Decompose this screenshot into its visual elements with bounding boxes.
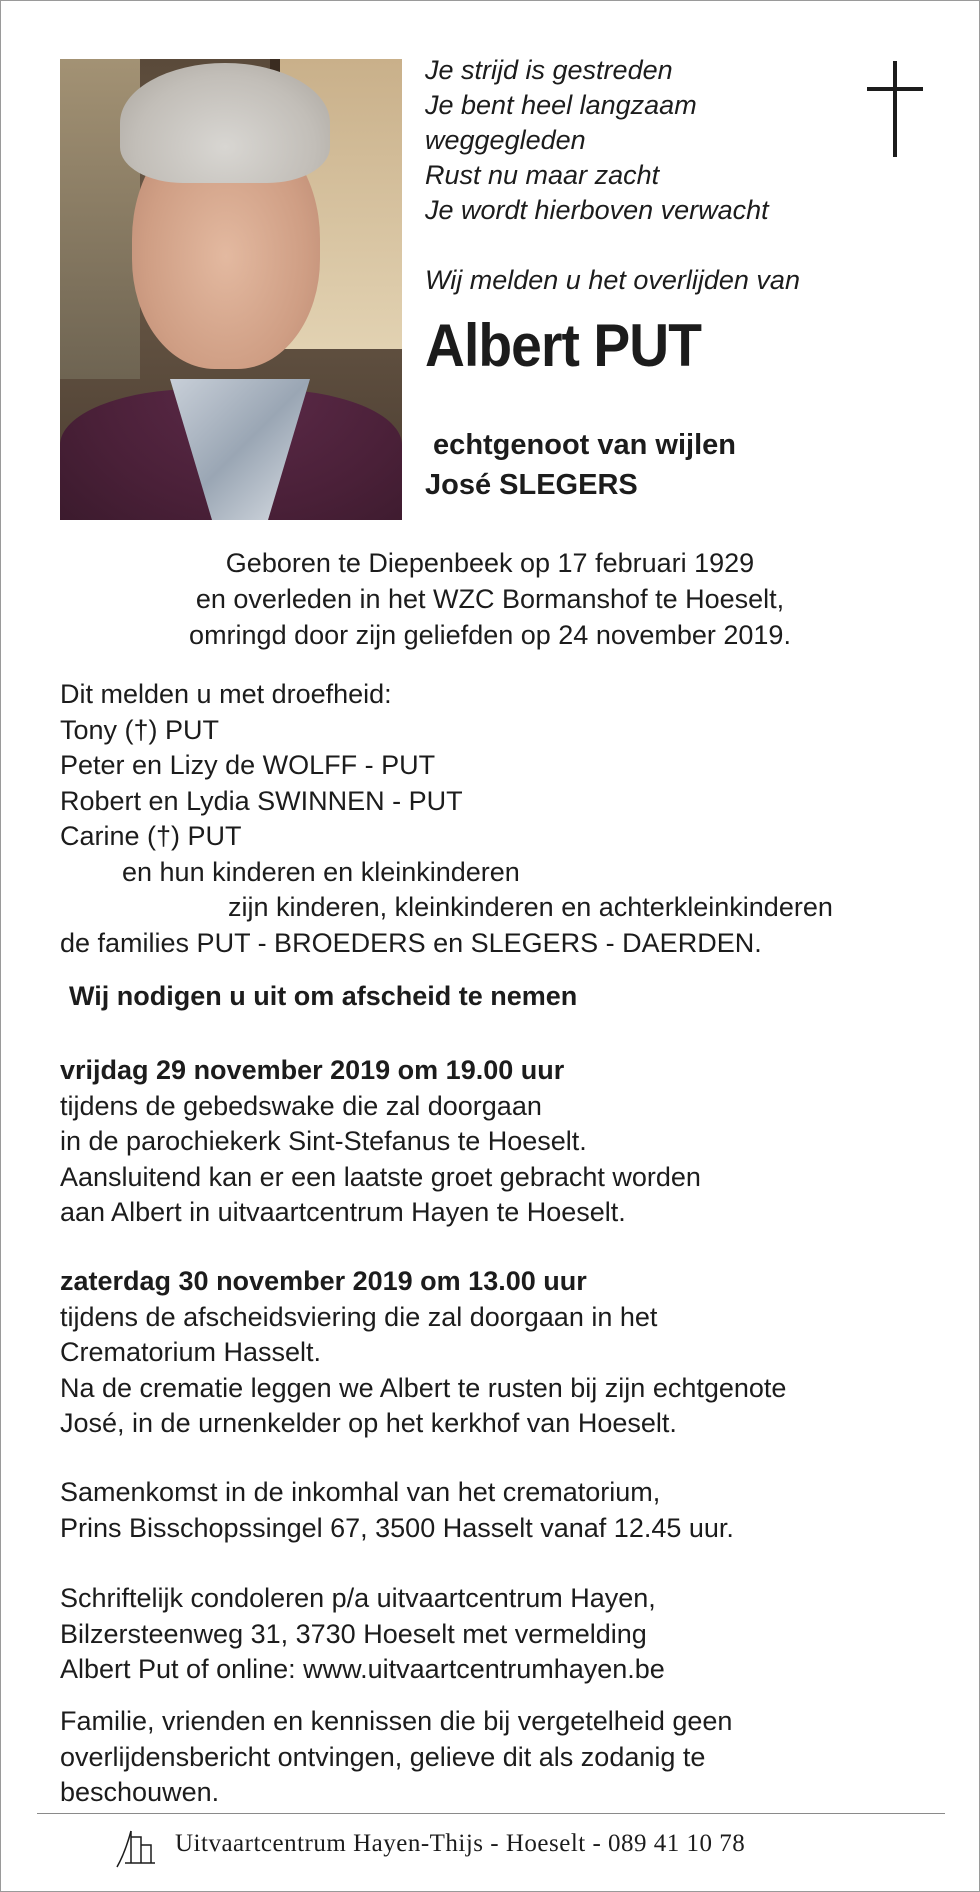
ceremony-line: Na de crematie leggen we Albert te rusten bij zijn echtgenote <box>60 1372 787 1403</box>
birth-line: Geboren te Diepenbeek op 17 februari 1929 <box>225 548 755 578</box>
closing-line: overlijdensbericht ontvingen, gelieve dit als zodanig te <box>60 1741 706 1772</box>
gathering-line: Samenkomst in de inkomhal van het crematorium, <box>60 1477 661 1507</box>
portrait-photo <box>60 59 402 520</box>
deceased-name: Albert PUT <box>425 312 702 379</box>
gathering-section <box>60 1475 734 1546</box>
wake-line: tijdens de gebedswake die zal doorgaan <box>60 1090 542 1121</box>
ceremony-line: José, in de urnenkelder op het kerkhof van Hoeselt. <box>60 1408 677 1438</box>
ceremony-section <box>60 1264 786 1442</box>
funeral-home-contact: Uitvaartcentrum Hayen-Thijs - Hoeselt - 089 41 10 78 <box>175 1830 746 1857</box>
condolences-line: Albert Put of online: www.uitvaartcentrumhayen.be <box>60 1654 665 1684</box>
ceremony-line: Crematorium Hasselt. <box>60 1337 322 1367</box>
footer-divider <box>37 1813 945 1814</box>
gathering-line: Prins Bisschopssingel 67, 3500 Hasselt vanaf 12.45 uur. <box>60 1512 734 1543</box>
announcement: Wij melden u het overlijden van <box>425 265 800 295</box>
ceremony-heading: zaterdag 30 november 2019 om 13.00 uur <box>60 1266 587 1296</box>
wake-line: in de parochiekerk Sint-Stefanus te Hoeselt. <box>60 1126 587 1156</box>
poem-line: Je bent heel langzaam <box>425 90 697 120</box>
cross-icon <box>865 61 925 161</box>
family-list <box>60 677 833 961</box>
poem-line: Je strijd is gestreden <box>425 55 673 85</box>
spouse-info <box>425 425 736 505</box>
death-line: en overleden in het WZC Bormanshof te Hoeselt, <box>195 584 785 614</box>
spouse-line: echtgenoot van wijlen <box>425 429 736 461</box>
invite-heading: Wij nodigen u uit om afscheid te nemen <box>69 981 578 1011</box>
family-member: Peter en Lizy de WOLFF - PUT <box>60 750 436 780</box>
funeral-home-logo-icon <box>111 1823 159 1869</box>
poem <box>425 53 845 228</box>
death-date-line: omringd door zijn geliefden op 24 november 2019. <box>189 620 791 650</box>
family-member: Robert en Lydia SWINNEN - PUT <box>60 785 463 816</box>
family-children: en hun kinderen en kleinkinderen <box>122 856 520 887</box>
closing-section <box>60 1704 732 1811</box>
birth-death-info <box>60 545 920 653</box>
condolences-line: Bilzersteenweg 31, 3730 Hoeselt met vermelding <box>60 1618 647 1649</box>
closing-line: beschouwen. <box>60 1777 220 1807</box>
poem-line: Je wordt hierboven verwacht <box>425 195 769 225</box>
spouse-name: José SLEGERS <box>425 469 638 501</box>
closing-line: Familie, vrienden en kennissen die bij vergetelheid geen <box>60 1706 733 1736</box>
wake-heading: vrijdag 29 november 2019 om 19.00 uur <box>60 1055 565 1085</box>
condolences-line: Schriftelijk condoleren p/a uitvaartcentrum Hayen, <box>60 1583 656 1613</box>
ceremony-line: tijdens de afscheidsviering die zal doorgaan in het <box>60 1301 658 1332</box>
family-intro: Dit melden u met droefheid: <box>60 679 392 709</box>
condolences-section <box>60 1581 665 1688</box>
poem-line: weggegleden <box>425 125 586 155</box>
poem-line: Rust nu maar zacht <box>425 160 660 190</box>
family-member: Carine (†) PUT <box>60 821 242 851</box>
wake-line: Aansluitend kan er een laatste groet gebracht worden <box>60 1161 701 1192</box>
family-families: de families PUT - BROEDERS en SLEGERS - DAERDEN. <box>60 927 762 958</box>
wake-line: aan Albert in uitvaartcentrum Hayen te Hoeselt. <box>60 1197 626 1227</box>
wake-section <box>60 1053 701 1231</box>
family-member: Tony (†) PUT <box>60 714 220 745</box>
family-grandchildren: zijn kinderen, kleinkinderen en achterkleinkinderen <box>228 892 833 922</box>
